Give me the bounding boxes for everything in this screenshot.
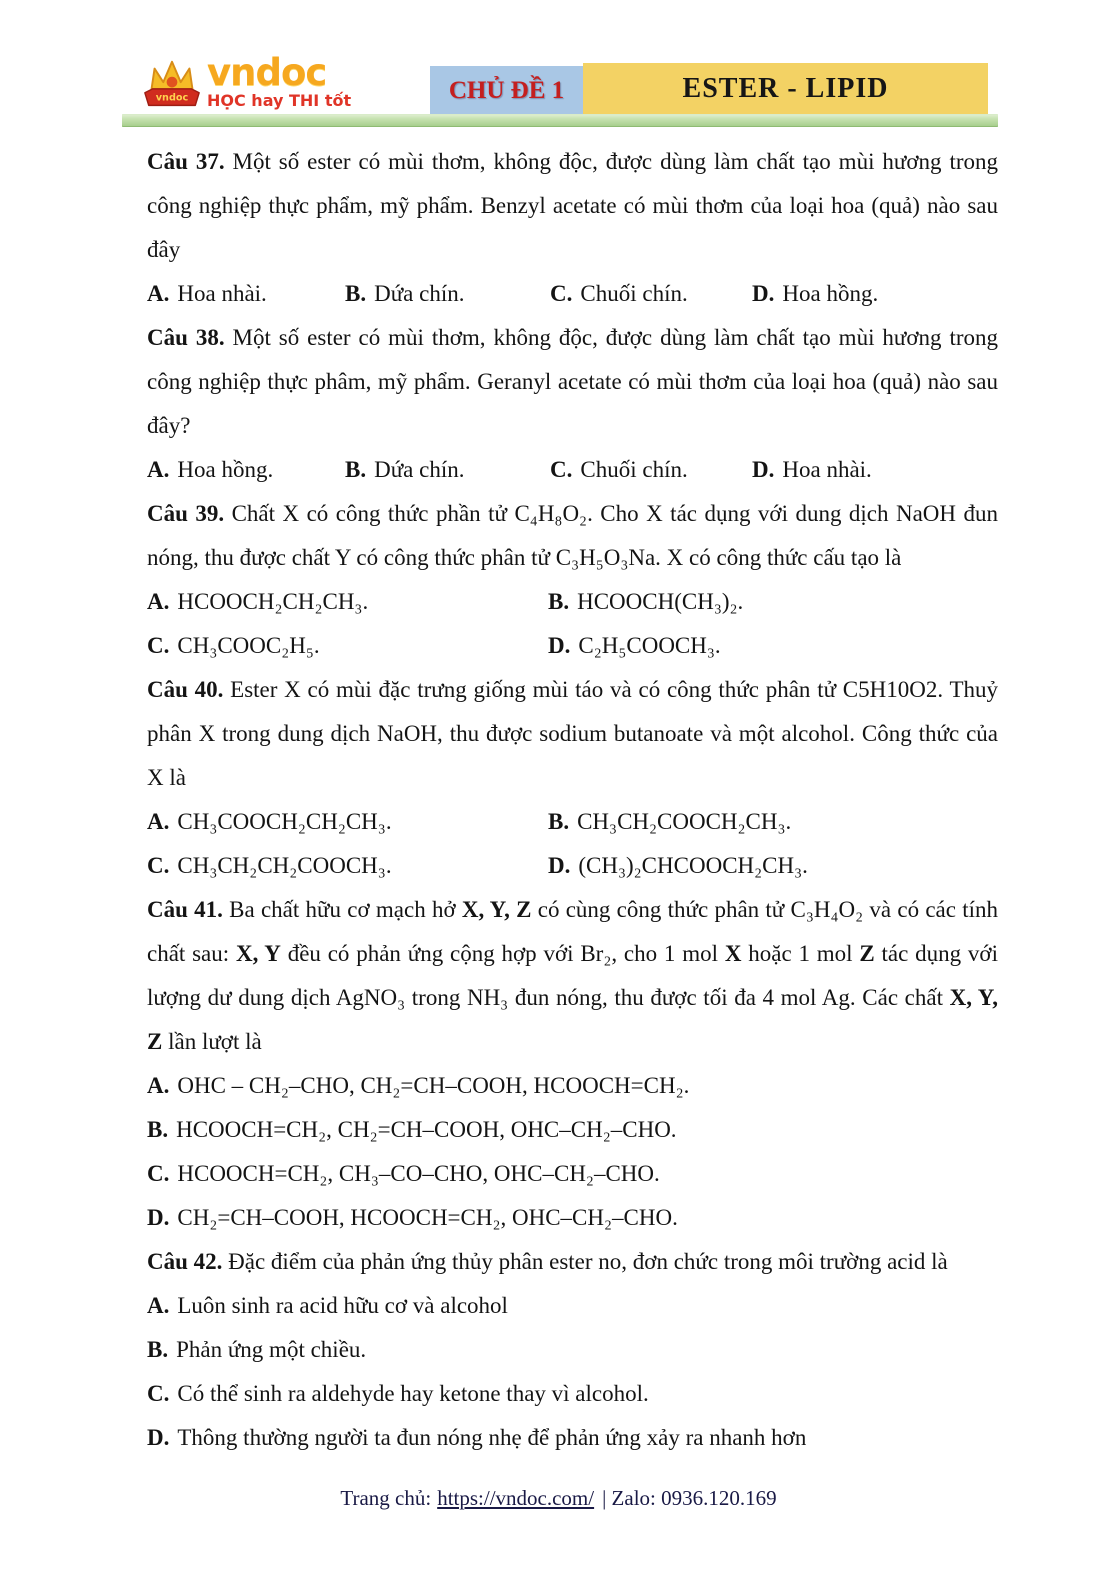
option-c	[550, 448, 752, 492]
question-stem: Câu 39. Chất X có công thức phần tử C₄H₈O₂. Cho X tác dụng với dung dịch NaOH đun nóng, thu được chất Y có công thức phân tử C₃H₅O₃Na. X có công thức cấu tạo là	[147, 501, 998, 570]
option-text: C₂H₅COOCH₃.	[578, 633, 721, 658]
option-text: CH₃CH₂COOCH₂CH₃.	[577, 809, 792, 834]
option-text: Dứa chín.	[374, 281, 465, 306]
option-b	[345, 448, 550, 492]
option-letter: A.	[147, 457, 170, 482]
footer-home-link[interactable]: https://vndoc.com/	[437, 1486, 595, 1510]
option-text: Phản ứng một chiều.	[176, 1337, 367, 1362]
option-b	[147, 1108, 998, 1152]
option-b	[147, 1328, 998, 1372]
question-block-38	[147, 316, 998, 492]
option-letter: B.	[147, 1117, 169, 1142]
options-list	[147, 1064, 998, 1240]
option-letter: A.	[147, 1293, 170, 1318]
option-d	[147, 1196, 998, 1240]
option-letter: D.	[147, 1205, 170, 1230]
option-letter: D.	[548, 633, 571, 658]
option-text: CH₃COOC₂H₅.	[177, 633, 320, 658]
chapter-label: CHỦ ĐỀ 1	[448, 76, 565, 104]
options-grid	[147, 580, 998, 668]
question-block-39	[147, 492, 998, 668]
option-a	[147, 448, 345, 492]
option-letter: C.	[147, 853, 170, 878]
option-letter: B.	[345, 281, 367, 306]
option-letter: B.	[147, 1337, 169, 1362]
option-a	[147, 800, 548, 844]
option-b	[548, 800, 998, 844]
options-list	[147, 1284, 998, 1460]
option-c	[147, 1372, 998, 1416]
options-row	[147, 272, 998, 316]
topic-badge	[583, 63, 988, 115]
option-letter: C.	[147, 1161, 170, 1186]
option-d	[147, 1416, 998, 1460]
option-letter: D.	[752, 281, 775, 306]
option-text: Hoa nhài.	[782, 457, 872, 482]
option-text: CH₃COOCH₂CH₂CH₃.	[177, 809, 392, 834]
question-stem: Câu 38. Một số ester có mùi thơm, không độc, được dùng làm chất tạo mùi hương trong công nghiệp thực phâm, mỹ phẩm. Geranyl acetate có mùi thơm của loại hoa (quả) nào sau đây?	[147, 325, 998, 438]
option-b	[345, 272, 550, 316]
option-c	[147, 624, 548, 668]
chapter-badge	[430, 66, 583, 115]
option-text: CH₂=CH–COOH, HCOOCH=CH₂, OHC–CH₂–CHO.	[177, 1205, 678, 1230]
option-text: HCOOCH(CH₃)₂.	[577, 589, 744, 614]
option-letter: C.	[147, 633, 170, 658]
option-c	[147, 1152, 998, 1196]
option-text: Luôn sinh ra acid hữu cơ và alcohol	[177, 1293, 508, 1318]
option-letter: B.	[548, 809, 570, 834]
brand-logo	[141, 51, 352, 117]
question-block-42	[147, 1240, 998, 1460]
footer-home-label: Trang chủ:	[340, 1486, 432, 1510]
page-footer	[0, 1483, 1117, 1513]
option-a	[147, 272, 345, 316]
question-block-37	[147, 140, 998, 316]
question-stem: Câu 41. Ba chất hữu cơ mạch hở X, Y, Z có cùng công thức phân tử C₃H₄O₂ và có các tính chất sau: X, Y đều có phản ứng cộng hợp với Br₂, cho 1 mol X hoặc 1 mol Z tác dụng với lượng dư dung dịch AgNO₃ trong NH₃ đun nóng, thu được tối đa 4 mol Ag. Các chất X, Y, Z lần lượt là	[147, 897, 998, 1054]
option-a	[147, 1284, 998, 1328]
options-grid	[147, 800, 998, 888]
option-text: Hoa hồng.	[177, 457, 274, 482]
option-c	[550, 272, 752, 316]
option-text: Có thể sinh ra aldehyde hay ketone thay vì alcohol.	[177, 1381, 649, 1406]
option-letter: B.	[345, 457, 367, 482]
option-letter: D.	[752, 457, 775, 482]
options-row	[147, 448, 998, 492]
option-letter: B.	[548, 589, 570, 614]
option-letter: A.	[147, 589, 170, 614]
option-text: HCOOCH₂CH₂CH₃.	[177, 589, 369, 614]
question-block-40	[147, 668, 998, 888]
option-c	[147, 844, 548, 888]
option-text: HCOOCH=CH₂, CH₃–CO–CHO, OHC–CH₂–CHO.	[177, 1161, 660, 1186]
option-b	[548, 580, 998, 624]
question-stem: Câu 37. Một số ester có mùi thơm, không độc, được dùng làm chất tạo mùi hương trong công nghiệp thực phẩm, mỹ phẩm. Benzyl acetate có mùi thơm của loại hoa (quả) nào sau đây	[147, 149, 998, 262]
brand-tagline: HỌC hay THI tốt	[207, 91, 352, 110]
option-letter: C.	[550, 457, 573, 482]
question-stem: Câu 40. Ester X có mùi đặc trưng giống mùi táo và có công thức phân tử C5H10O2. Thuỷ phân X trong dung dịch NaOH, thu được sodium butanoate và một alcohol. Công thức của X là	[147, 677, 998, 790]
option-text: (CH₃)₂CHCOOCH₂CH₃.	[578, 853, 808, 878]
footer-zalo-text: | Zalo: 0936.120.169	[602, 1486, 777, 1510]
option-text: Thông thường người ta đun nóng nhẹ để phản ứng xảy ra nhanh hơn	[177, 1425, 807, 1450]
option-text: HCOOCH=CH₂, CH₂=CH–COOH, OHC–CH₂–CHO.	[176, 1117, 677, 1142]
option-d	[548, 624, 998, 668]
option-a	[147, 1064, 998, 1108]
option-letter: A.	[147, 281, 170, 306]
option-letter: D.	[548, 853, 571, 878]
option-text: CH₃CH₂CH₂COOCH₃.	[177, 853, 392, 878]
brand-wordmark: vndoc	[207, 51, 327, 94]
header-divider-bar	[122, 114, 998, 127]
question-block-41	[147, 888, 998, 1240]
option-letter: D.	[147, 1425, 170, 1450]
option-text: Hoa nhài.	[177, 281, 267, 306]
vndoc-crown-icon	[141, 55, 203, 117]
option-letter: A.	[147, 1073, 170, 1098]
option-text: OHC – CH₂–CHO, CH₂=CH–COOH, HCOOCH=CH₂.	[177, 1073, 690, 1098]
option-letter: C.	[147, 1381, 170, 1406]
option-d	[752, 448, 998, 492]
topic-label: ESTER - LIPID	[682, 73, 889, 104]
option-a	[147, 580, 548, 624]
option-text: Chuối chín.	[580, 281, 688, 306]
questions-area	[147, 140, 998, 1460]
option-text: Chuối chín.	[580, 457, 688, 482]
option-text: Dứa chín.	[374, 457, 465, 482]
option-text: Hoa hồng.	[782, 281, 879, 306]
option-letter: C.	[550, 281, 573, 306]
option-d	[752, 272, 998, 316]
question-stem: Câu 42. Đặc điểm của phản ứng thủy phân ester no, đơn chức trong môi trường acid là	[147, 1249, 948, 1274]
option-letter: A.	[147, 809, 170, 834]
option-d	[548, 844, 998, 888]
crown-ribbon-label: vndoc	[155, 92, 189, 104]
